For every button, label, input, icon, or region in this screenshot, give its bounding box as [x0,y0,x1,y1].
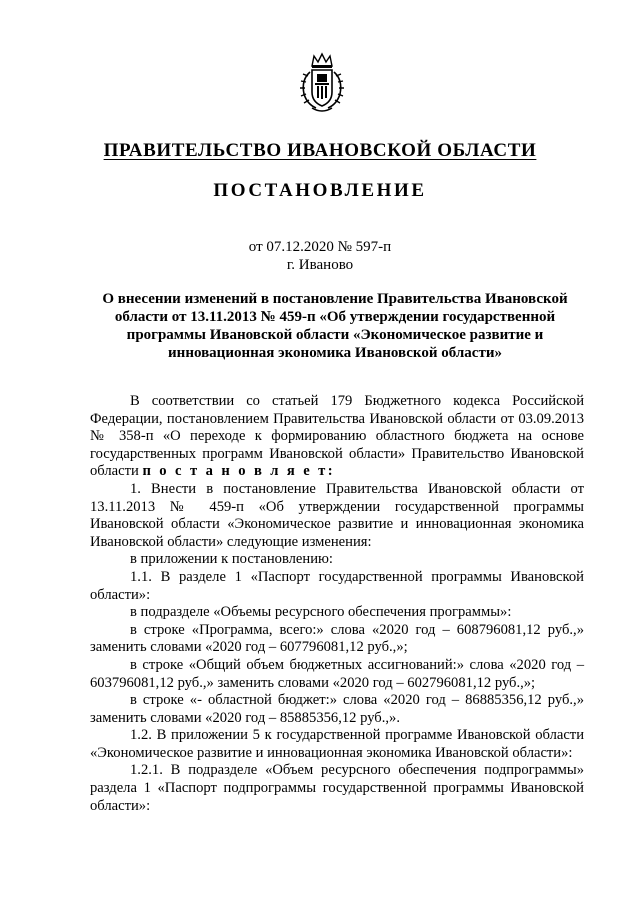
resolves-phrase: п о с т а н о в л я е т: [142,463,336,480]
paragraph-regional-budget: в строке «- областной бюджет:» слова «2020 год – 86885356,12 руб.,» заменить словами «2020 год – 85885356,12 руб.,». [90,692,584,726]
paragraph-2: в приложении к постановлению: [130,551,333,568]
document-subject: О внесении изменений в постановление Правительства Ивановской области от 13.11.2013 № 459-п «Об утверждении государственной программы Ивановской области «Экономическое развитие и инновационная экономика Ивановской области» [102,291,568,361]
paragraph-subsection: в подразделе «Объемы ресурсного обеспечения программы»: [130,604,512,621]
government-title: ПРАВИТЕЛЬСТВО ИВАНОВСКОЙ ОБЛАСТИ [103,140,537,161]
document-date-number: от 07.12.2020 № 597-п [248,239,392,255]
paragraph-1-2: 1.2. В приложении 5 к государственной программе Ивановской области «Экономическое развитие и инновационная экономика Ивановской области»: [90,727,584,761]
paragraph-1: 1. Внести в постановление Правительства Ивановской области от 13.11.2013 № 459-п «Об утверждении государственной программы Ивановской области «Экономическое развитие и инновационная экономика Ивановской области» следующие изменения: [90,480,584,550]
paragraph-1-2-1: 1.2.1. В подразделе «Объем ресурсного обеспечения подпрограммы» раздела 1 «Паспорт подпрограммы государственной программы Ивановской области»: [90,762,584,814]
document-type: ПОСТАНОВЛЕНИЕ [213,180,427,201]
paragraph-1-1: 1.1. В разделе 1 «Паспорт государственной программы Ивановской области»: [90,568,584,603]
paragraph-preamble: В соответствии со статьей 179 Бюджетного кодекса Российской Федерации, постановлением Правительства Ивановской области от 03.09.2013 № 358-п «О переходе к формированию областного бюджета на основе государственных программ Ивановской области» Правительство Ивановской области п о с т а н о в л я е т: [90,393,584,480]
paragraph-budget-total: в строке «Общий объем бюджетных ассигнований:» слова «2020 год – 603796081,12 руб.,» заменить словами «2020 год – 602796081,12 руб.,»; [90,656,584,691]
document-body [90,393,584,815]
paragraph-program-total: в строке «Программа, всего:» слова «2020 год – 608796081,12 руб.,» заменить словами «2020 год – 607796081,12 руб.,»; [90,621,584,656]
document-place: г. Иваново [286,257,354,273]
coat-of-arms-icon [298,52,346,114]
